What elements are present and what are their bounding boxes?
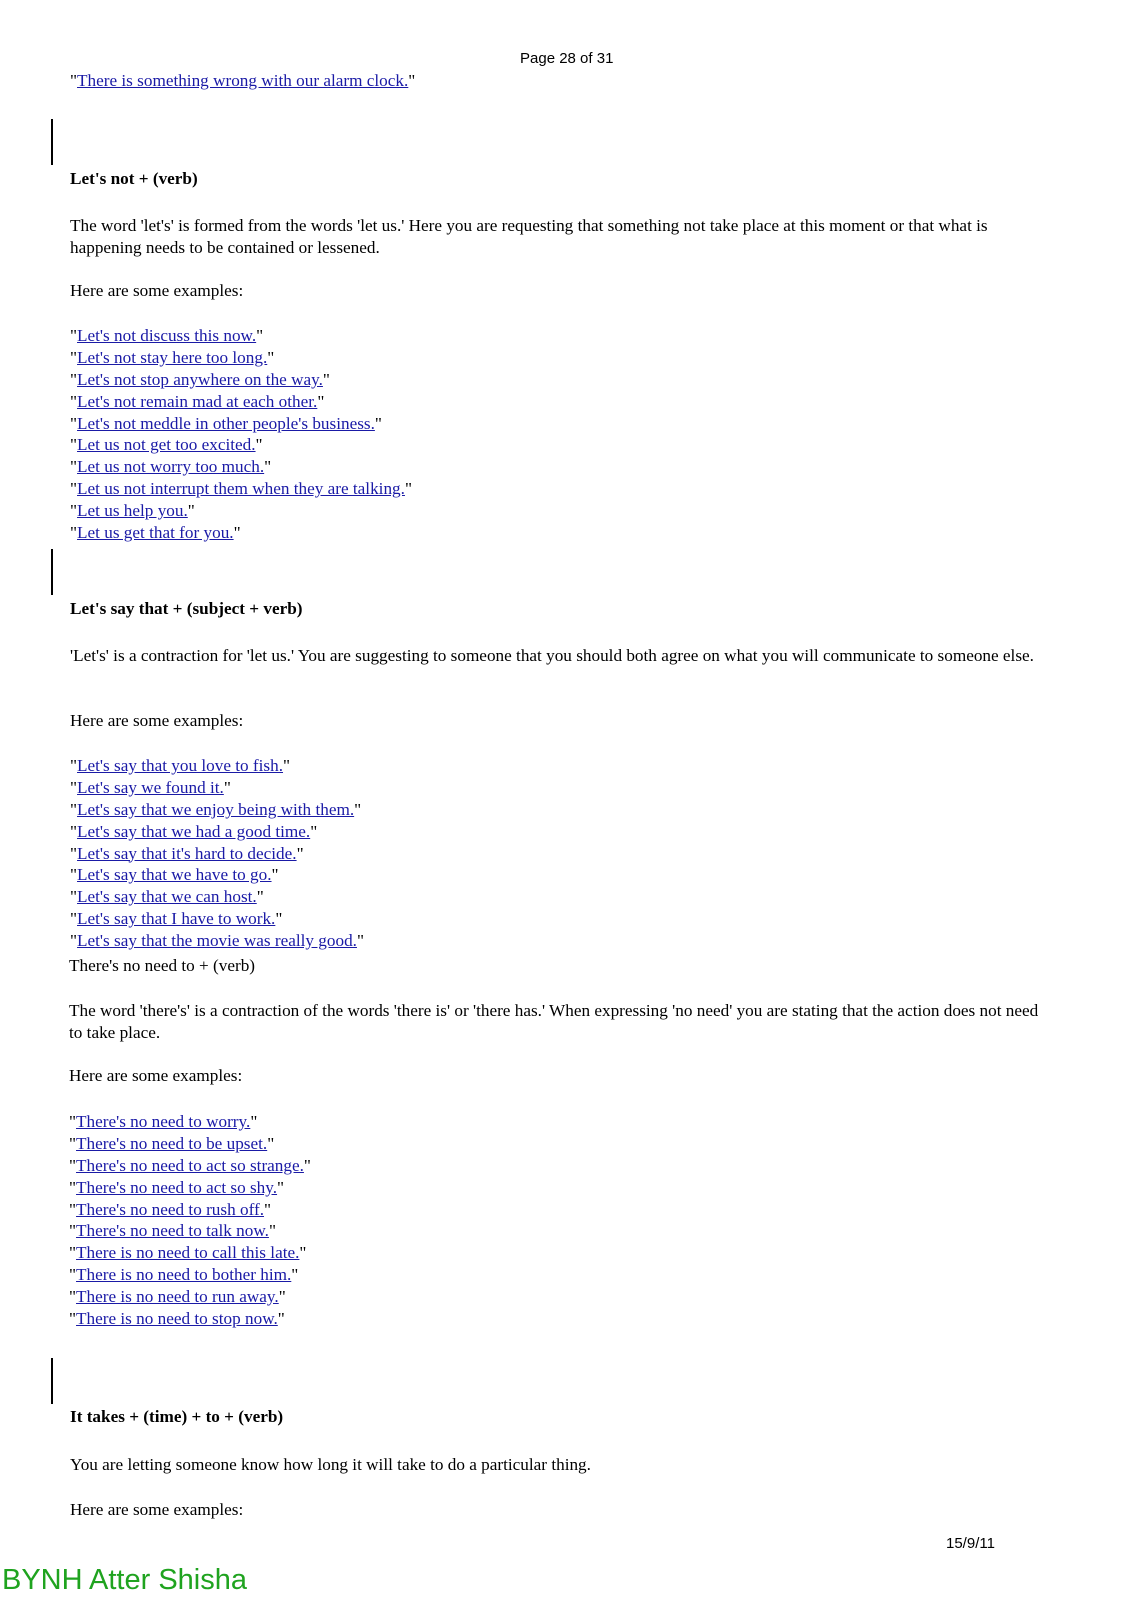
section-heading: Let's not + (verb)	[70, 169, 198, 188]
section-description: 'Let's' is a contraction for 'let us.' You are suggesting to someone that you should both agree on what you will communicate to someone else.	[70, 646, 1034, 665]
example-line: "Let's say that we had a good time."	[70, 821, 318, 841]
example-line: "There's no need to act so shy."	[69, 1177, 285, 1197]
section-description: The word 'let's' is formed from the words 'let us.' Here you are requesting that something not take place at this moment or that what is happening needs to be contained or lessened.	[70, 216, 988, 257]
example-link[interactable]: There is no need to stop now.	[76, 1309, 278, 1329]
watermark-text: BYNH Atter Shisha	[2, 1564, 247, 1596]
example-link[interactable]: There's no need to rush off.	[76, 1199, 265, 1219]
example-link[interactable]: There is no need to bother him.	[76, 1265, 292, 1285]
footer-date: 15/9/11	[946, 1535, 995, 1552]
section-heading: It takes + (time) + to + (verb)	[70, 1407, 284, 1426]
example-line: "Let's say that we enjoy being with them."	[70, 799, 362, 819]
example-link[interactable]: Let's not remain mad at each other.	[77, 391, 318, 411]
example-line: "Let us not get too excited."	[70, 435, 263, 455]
example-link[interactable]: Let's say that you love to fish.	[77, 756, 284, 775]
example-line: "Let's not stay here too long."	[70, 347, 275, 367]
example-link[interactable]: Let's say we found it.	[77, 777, 224, 797]
example-list	[70, 325, 412, 544]
example-line: "Let us help you."	[70, 501, 195, 521]
example-line: "There is something wrong with our alarm clock."	[70, 71, 416, 90]
change-bar	[51, 549, 53, 595]
example-line: "Let's say that we can host."	[70, 887, 264, 907]
example-link[interactable]: There's no need to act so shy.	[76, 1177, 278, 1197]
example-link[interactable]: There's no need to worry.	[76, 1112, 251, 1131]
example-link[interactable]: Let's not discuss this now.	[77, 326, 257, 345]
example-line: "There is no need to bother him."	[69, 1265, 299, 1285]
example-line: "Let's say that you love to fish."	[70, 756, 291, 775]
example-line: "Let's not remain mad at each other."	[70, 391, 325, 411]
examples-intro: Here are some examples:	[70, 711, 244, 730]
example-line: "Let us get that for you."	[70, 523, 241, 543]
examples-intro: Here are some examples:	[69, 1066, 243, 1085]
example-link[interactable]: There's no need to act so strange.	[76, 1155, 304, 1175]
example-line: "Let's say that we have to go."	[70, 865, 279, 885]
change-bar	[51, 119, 53, 165]
section-description: The word 'there's' is a contraction of the words 'there is' or 'there has.' When expressing 'no need' you are stating that the action does not need to take place.	[69, 1001, 1039, 1042]
example-link[interactable]: Let's not stop anywhere on the way.	[77, 369, 323, 389]
example-link[interactable]: Let's not stay here too long.	[77, 347, 268, 367]
page-number: Page 28 of 31	[520, 50, 614, 67]
example-link[interactable]: There is no need to call this late.	[76, 1243, 300, 1263]
example-link[interactable]: Let's say that we had a good time.	[77, 821, 311, 841]
example-link[interactable]: There is no need to run away.	[76, 1287, 279, 1307]
example-link[interactable]: There's no need to be upset.	[76, 1133, 268, 1153]
example-line: "Let us not interrupt them when they are talking."	[70, 479, 412, 499]
section-description: You are letting someone know how long it will take to do a particular thing.	[70, 1455, 591, 1474]
example-link[interactable]: Let us not worry too much.	[77, 457, 265, 477]
example-list	[70, 755, 364, 952]
example-line: "There's no need to worry."	[69, 1112, 258, 1131]
section-heading: There's no need to + (verb)	[69, 956, 256, 975]
example-line: "Let's not discuss this now."	[70, 326, 264, 345]
example-link[interactable]: There's no need to talk now.	[76, 1221, 269, 1241]
example-line: "Let's say we found it."	[70, 777, 231, 797]
example-link[interactable]: Let us not get too excited.	[77, 435, 256, 455]
example-line: "Let's say that it's hard to decide."	[70, 843, 304, 863]
change-bar	[51, 1358, 53, 1404]
example-link[interactable]: There is something wrong with our alarm clock.	[77, 71, 409, 90]
example-line: "Let's say that I have to work."	[70, 909, 283, 929]
example-link[interactable]: Let's not meddle in other people's business.	[77, 413, 375, 433]
example-link[interactable]: Let us not interrupt them when they are talking.	[77, 479, 405, 499]
section-heading: Let's say that + (subject + verb)	[70, 599, 303, 618]
example-link[interactable]: Let's say that we have to go.	[77, 865, 272, 885]
example-line: "There's no need to talk now."	[69, 1221, 276, 1241]
example-line: "There is no need to run away."	[69, 1287, 286, 1307]
example-line: "There's no need to act so strange."	[69, 1155, 311, 1175]
example-link[interactable]: Let's say that we can host.	[77, 887, 257, 907]
example-link[interactable]: Let's say that the movie was really good.	[77, 931, 357, 951]
example-line: "There's no need to be upset."	[69, 1133, 275, 1153]
example-line: "Let's say that the movie was really good."	[70, 931, 364, 951]
example-line: "There is no need to stop now."	[69, 1309, 285, 1329]
example-link[interactable]: Let us help you.	[77, 501, 188, 521]
example-link[interactable]: Let's say that we enjoy being with them.	[77, 799, 355, 819]
example-line: "Let's not stop anywhere on the way."	[70, 369, 330, 389]
example-line: "There's no need to rush off."	[69, 1199, 272, 1219]
example-line: "There is no need to call this late."	[69, 1243, 307, 1263]
example-link[interactable]: Let's say that it's hard to decide.	[77, 843, 297, 863]
examples-intro: Here are some examples:	[70, 281, 244, 300]
example-link[interactable]: Let us get that for you.	[77, 523, 234, 543]
example-line: "Let's not meddle in other people's business."	[70, 413, 382, 433]
example-line: "Let us not worry too much."	[70, 457, 272, 477]
example-list	[69, 1111, 311, 1330]
examples-intro: Here are some examples:	[70, 1500, 244, 1519]
example-link[interactable]: Let's say that I have to work.	[77, 909, 276, 929]
